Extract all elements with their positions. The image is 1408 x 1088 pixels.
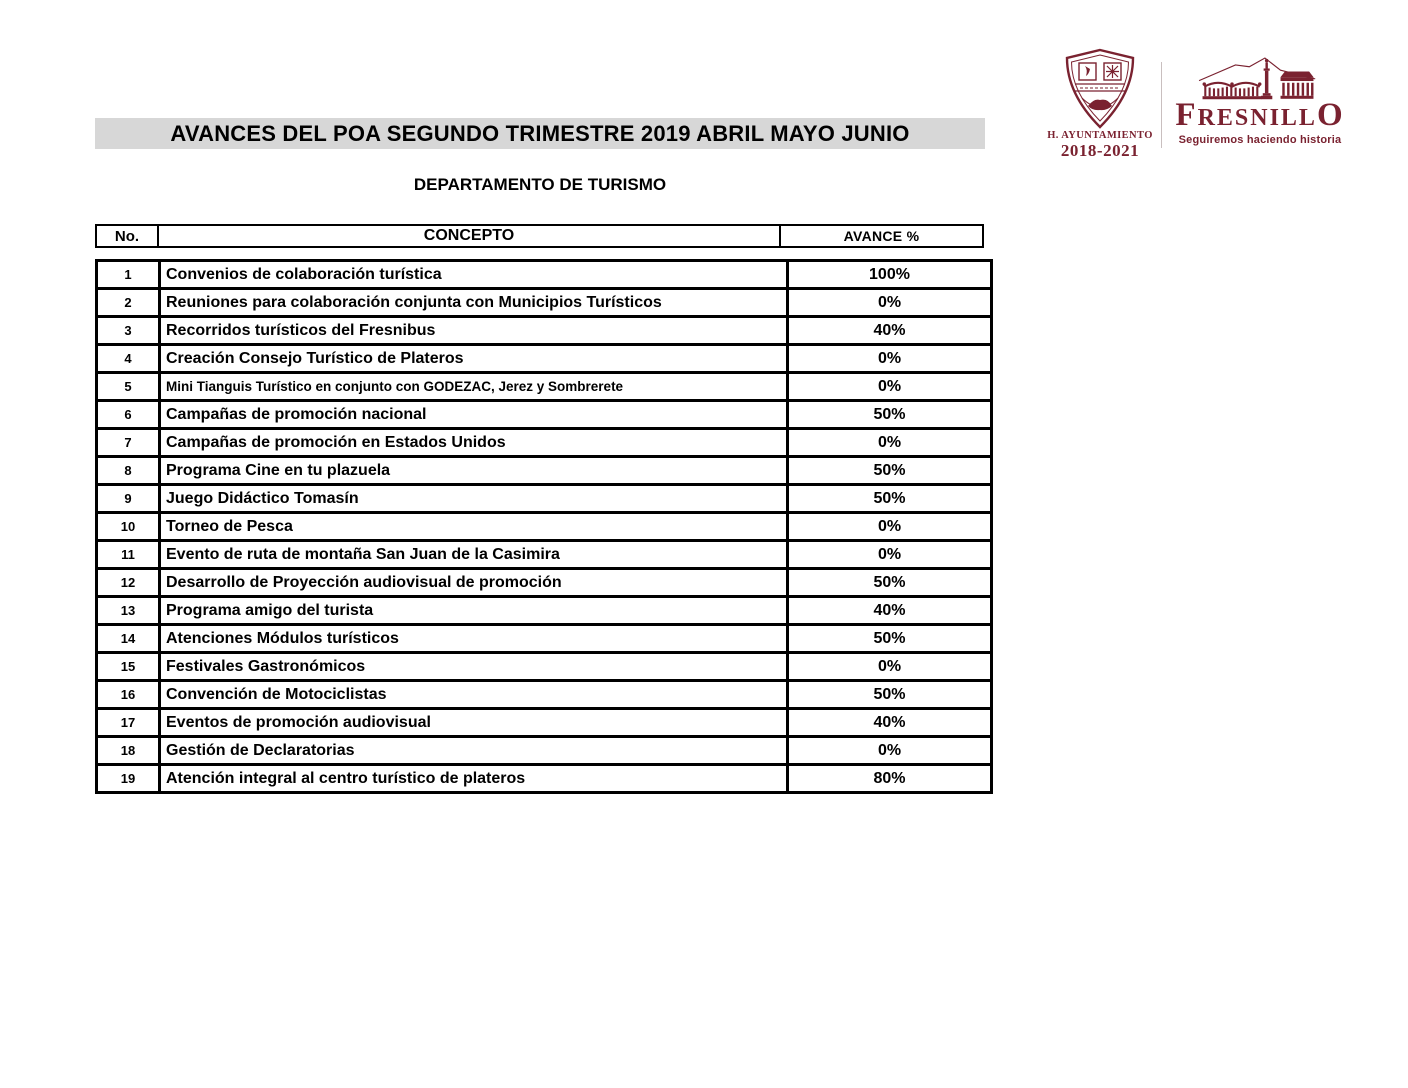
row-avance: 40% <box>788 597 992 625</box>
table-row <box>97 289 992 317</box>
row-number: 6 <box>97 401 160 429</box>
ayuntamiento-crest-icon <box>1062 48 1138 130</box>
row-concepto: Evento de ruta de montaña San Juan de la Casimira <box>160 541 788 569</box>
header-avance: AVANCE % <box>780 225 983 247</box>
row-concepto: Desarrollo de Proyección audiovisual de promoción <box>160 569 788 597</box>
row-avance: 0% <box>788 737 992 765</box>
table-row <box>97 513 992 541</box>
table-row <box>97 569 992 597</box>
table-row <box>97 401 992 429</box>
row-avance: 50% <box>788 457 992 485</box>
row-avance: 50% <box>788 569 992 597</box>
wordmark-final: O <box>1316 97 1345 133</box>
row-avance: 0% <box>788 429 992 457</box>
row-concepto: Convención de Motociclistas <box>160 681 788 709</box>
row-concepto: Atención integral al centro turístico de plateros <box>160 765 788 793</box>
table-row <box>97 625 992 653</box>
fresnillo-tagline: Seguiremos haciendo historia <box>1178 134 1342 146</box>
row-avance: 40% <box>788 709 992 737</box>
row-avance: 100% <box>788 261 992 289</box>
department-subtitle: DEPARTAMENTO DE TURISMO <box>413 175 667 194</box>
row-concepto: Creación Consejo Turístico de Plateros <box>160 345 788 373</box>
row-avance: 50% <box>788 401 992 429</box>
row-number: 4 <box>97 345 160 373</box>
table-row <box>97 485 992 513</box>
row-concepto: Eventos de promoción audiovisual <box>160 709 788 737</box>
row-concepto: Mini Tianguis Turístico en conjunto con GODEZAC, Jerez y Sombrerete <box>160 373 788 401</box>
row-number: 8 <box>97 457 160 485</box>
column-header-table <box>95 224 984 248</box>
row-avance: 0% <box>788 289 992 317</box>
table-row <box>97 261 992 289</box>
row-concepto: Campañas de promoción en Estados Unidos <box>160 429 788 457</box>
header-no: No. <box>96 225 158 247</box>
report-title: AVANCES DEL POA SEGUNDO TRIMESTRE 2019 ABRIL MAYO JUNIO <box>170 120 910 146</box>
table-row <box>97 373 992 401</box>
row-number: 12 <box>97 569 160 597</box>
row-concepto: Gestión de Declaratorias <box>160 737 788 765</box>
row-number: 1 <box>97 261 160 289</box>
header-row <box>96 225 983 247</box>
table-row <box>97 597 992 625</box>
row-number: 7 <box>97 429 160 457</box>
wordmark-initial: F <box>1175 97 1198 133</box>
table-row <box>97 681 992 709</box>
row-number: 17 <box>97 709 160 737</box>
row-avance: 40% <box>788 317 992 345</box>
row-number: 13 <box>97 597 160 625</box>
row-number: 3 <box>97 317 160 345</box>
row-concepto: Recorridos turísticos del Fresnibus <box>160 317 788 345</box>
row-number: 15 <box>97 653 160 681</box>
table-row <box>97 765 992 793</box>
row-avance: 0% <box>788 345 992 373</box>
row-number: 14 <box>97 625 160 653</box>
row-concepto: Juego Didáctico Tomasín <box>160 485 788 513</box>
table-row <box>97 737 992 765</box>
table-row <box>97 345 992 373</box>
row-concepto: Programa amigo del turista <box>160 597 788 625</box>
report-title-bar <box>95 118 985 149</box>
row-concepto: Festivales Gastronómicos <box>160 653 788 681</box>
table-row <box>97 457 992 485</box>
wordmark-middle: RESNILL <box>1197 105 1317 131</box>
row-concepto: Atenciones Módulos turísticos <box>160 625 788 653</box>
row-avance: 50% <box>788 485 992 513</box>
row-concepto: Torneo de Pesca <box>160 513 788 541</box>
header-concepto: CONCEPTO <box>158 225 780 247</box>
row-avance: 0% <box>788 513 992 541</box>
crest-years: 2018-2021 <box>1060 141 1140 160</box>
table-row <box>97 653 992 681</box>
table-row <box>97 317 992 345</box>
row-number: 11 <box>97 541 160 569</box>
row-avance: 80% <box>788 765 992 793</box>
row-avance: 0% <box>788 373 992 401</box>
row-concepto: Convenios de colaboración turística <box>160 261 788 289</box>
row-number: 5 <box>97 373 160 401</box>
row-concepto: Reuniones para colaboración conjunta con Municipios Turísticos <box>160 289 788 317</box>
row-concepto: Programa Cine en tu plazuela <box>160 457 788 485</box>
row-number: 19 <box>97 765 160 793</box>
fresnillo-wordmark <box>1174 99 1346 132</box>
row-avance: 50% <box>788 625 992 653</box>
row-avance: 0% <box>788 541 992 569</box>
row-number: 10 <box>97 513 160 541</box>
row-number: 18 <box>97 737 160 765</box>
table-row <box>97 541 992 569</box>
crest-caption: H. AYUNTAMIENTO <box>1047 130 1153 141</box>
row-number: 9 <box>97 485 160 513</box>
avances-table <box>95 259 993 794</box>
fresnillo-monument-icon <box>1194 52 1322 104</box>
logo-divider <box>1161 62 1162 148</box>
row-concepto: Campañas de promoción nacional <box>160 401 788 429</box>
table-row <box>97 709 992 737</box>
row-avance: 50% <box>788 681 992 709</box>
row-avance: 0% <box>788 653 992 681</box>
row-number: 16 <box>97 681 160 709</box>
row-number: 2 <box>97 289 160 317</box>
table-row <box>97 429 992 457</box>
